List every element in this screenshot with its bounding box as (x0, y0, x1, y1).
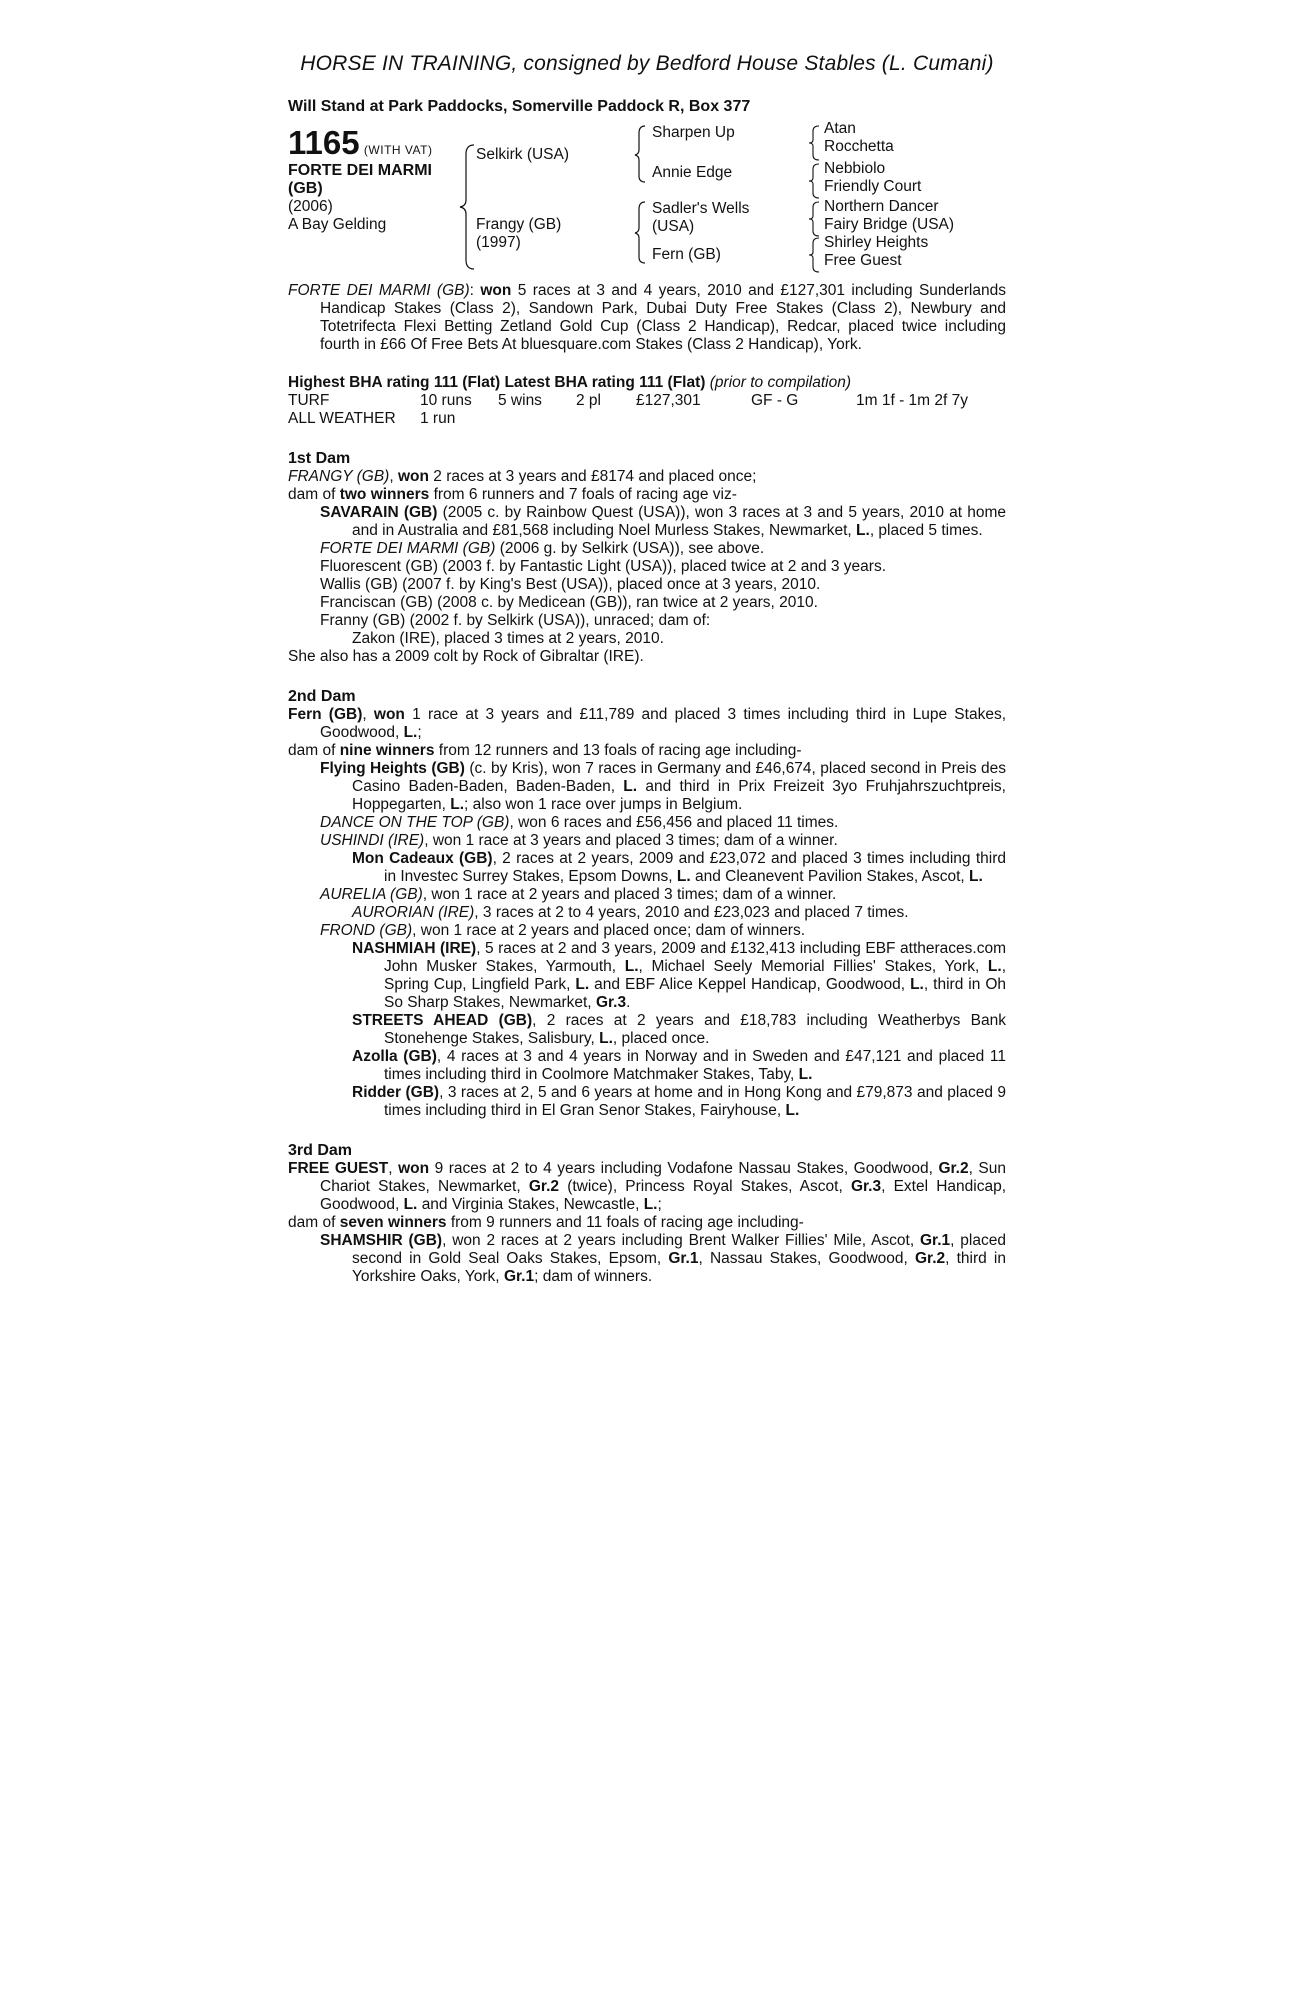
gg-8: Free Guest (824, 252, 902, 269)
aurorian-entry (288, 904, 1006, 922)
turf-earnings: £127,301 (636, 392, 701, 409)
mon-name: Mon Cadeaux (GB) (352, 850, 493, 867)
listed-mark: L. (969, 868, 983, 885)
group3-mark: Gr.3 (850, 1178, 882, 1195)
dam1-damof: dam of (288, 486, 336, 503)
listed-mark: L. (599, 1030, 613, 1047)
turf-going: GF - G (751, 392, 799, 409)
savarain-end: , placed 5 times. (869, 522, 983, 539)
mon-text: , 2 races at 2 years, 2009 and £23,072 and placed 3 times including third in Investec Surrey Stakes, Epsom Downs, (384, 850, 1006, 885)
sire-name: Selkirk (USA) (476, 146, 570, 163)
aurorian-text: , 3 races at 2 to 4 years, 2010 and £23,023 and placed 7 times. (474, 904, 909, 921)
sham-text5: ; dam of winners. (534, 1268, 653, 1285)
shamshir-name: SHAMSHIR (GB) (320, 1232, 443, 1249)
nash-text2: , Michael Seely Memorial Fillies' Stakes, York, (638, 958, 980, 975)
sire-dam: Annie Edge (652, 164, 733, 181)
sham-text: , won 2 races at 2 years including Brent Walker Fillies' Mile, Ascot, (442, 1232, 915, 1249)
nash-text: , 5 races at 2 and 3 years, 2009 and £132,413 including EBF attheraces.com John Musker Stakes, Yarmouth, (384, 940, 1006, 975)
fh-text2: and third in Prix Freizeit 3yo Fruhjahrszuchtpreis, Hoppegarten, (352, 778, 1006, 813)
aurelia-text: , won 1 race at 2 years and placed 3 times; dam of a winner. (422, 886, 837, 903)
fg-text: 9 races at 2 to 4 years including Vodafone Nassau Stakes, Goodwood, (434, 1160, 933, 1177)
str-text2: , placed once. (612, 1030, 710, 1047)
str-text: , 2 races at 2 years and £18,783 including Weatherbys Bank Stonehenge Stakes, Salisbury, (384, 1012, 1006, 1047)
dance-name: DANCE ON THE TOP (GB) (320, 814, 510, 831)
fg-text3: (twice), Princess Royal Stakes, Ascot, (567, 1178, 843, 1195)
summary-won: won (480, 282, 512, 299)
ushindi-name: USHINDI (IRE) (320, 832, 425, 849)
sham-text3: , Nassau Stakes, Goodwood, (698, 1250, 908, 1267)
azo-text: , 4 races at 3 and 4 years in Norway and in Sweden and £47,121 and placed 11 times including third in Coolmore Matchmaker Stakes, Taby, (384, 1048, 1006, 1083)
rating-note: (prior to compilation) (709, 374, 852, 391)
group2-mark: Gr.2 (914, 1250, 946, 1267)
listed-mark: L. (798, 1066, 813, 1083)
lot-number: 1165 (288, 124, 360, 161)
franny-entry: Franny (GB) (2002 f. by Selkirk (USA)), unraced; dam of: (320, 612, 711, 629)
turf-label: TURF (288, 392, 330, 409)
nashmiah-entry: NASHMIAH (IRE), 5 races at 2 and 3 years, 2009 and £132,413 including EBF attheraces.com John Musker Stakes, Yarmouth, L., Michael Seely Memorial Fillies' Stakes, York, L., Spring Cup, Lingfield Park, L. and EBF Alice Keppel Handicap, Goodwood, L., third in Oh So Sharp Stakes, Newmarket, Gr.3. (352, 940, 1006, 1011)
listed-mark: L. (856, 522, 870, 539)
ushindi-entry (288, 832, 1006, 850)
listed-mark: L. (785, 1102, 800, 1119)
sire-sire: Sharpen Up (652, 124, 735, 141)
dam2-winners: nine winners (339, 742, 435, 759)
streets-ahead-name: STREETS AHEAD (GB) (352, 1012, 533, 1029)
race-summary: FORTE DEI MARMI (GB): won 5 races at 3 and 4 years, 2010 and £127,301 including Sunderlands Handicap Stakes (Class 2), Sandown Park, Dubai Duty Free Stakes (Class 2), Newbury and Totetrifecta Flexi Betting Zetland Gold Cup (Class 2 Handicap), Redcar, placed twice including fourth in £66 Of Free Bets At bluesquare.com Stakes (Class 2 Handicap), York. (288, 282, 1006, 353)
fh-text3: ; also won 1 race over jumps in Belgium. (464, 796, 743, 813)
dam1-line1: FRANGY (GB), won 2 races at 3 years and £8174 and placed once; (288, 468, 757, 485)
rating-block (288, 374, 1006, 428)
dam3-title: 3rd Dam (288, 1142, 353, 1159)
aw-runs: 1 run (420, 410, 456, 427)
dam1-name: FRANGY (GB) (288, 468, 390, 485)
fern-won: won (373, 706, 405, 723)
g-brace-1 (808, 124, 822, 162)
streets-ahead-entry (288, 1012, 1006, 1048)
wallis-entry: Wallis (GB) (2007 f. by King's Best (USA)), placed once at 3 years, 2010. (320, 576, 821, 593)
dam2-damof-a: dam of (288, 742, 336, 759)
dam3-winners: seven winners (339, 1214, 447, 1231)
dam2-damof (288, 742, 1006, 760)
group2-mark: Gr.2 (938, 1160, 969, 1177)
listed-mark: L. (403, 724, 418, 741)
page-header: HORSE IN TRAINING, consigned by Bedford House Stables (L. Cumani) (300, 52, 994, 75)
fg-text2: , Sun Chariot Stakes, Newmarket, (320, 1160, 1007, 1195)
forte-entry (288, 540, 1006, 558)
g-brace-3 (808, 200, 822, 238)
frond-text: , won 1 race at 2 years and placed once; dam of winners. (412, 922, 806, 939)
lot-line (288, 126, 432, 160)
gg-7: Shirley Heights (824, 234, 929, 251)
dam-brace (633, 200, 649, 266)
fluorescent-entry: Fluorescent (GB) (2003 f. by Fantastic Light (USA)), placed twice at 2 and 3 years. (320, 558, 886, 575)
gg-1: Atan (824, 120, 856, 137)
turf-row (288, 392, 1006, 410)
main-brace (458, 144, 478, 270)
savarain-name: SAVARAIN (GB) (320, 504, 438, 521)
sham-text4: , third in Yorkshire Oaks, York, (352, 1250, 1006, 1285)
azolla-name: Azolla (GB) (352, 1048, 437, 1065)
turf-placed: 2 pl (576, 392, 601, 409)
shamshir-entry (288, 1232, 1006, 1286)
mon-text2: and Cleanevent Pavilion Stakes, Ascot, (695, 868, 965, 885)
fh-text: (c. by Kris), won 7 races in Germany and £46,674, placed second in Preis des Casino Baden-Baden, Baden-Baden, (352, 760, 1007, 795)
dam1-won: won (397, 468, 429, 485)
ridder-entry (288, 1084, 1006, 1120)
dam3-foals: from 9 runners and 11 foals of racing age including- (450, 1214, 804, 1231)
sire-brace (633, 124, 649, 184)
gg-3: Nebbiolo (824, 160, 886, 177)
summary-horse-name: FORTE DEI MARMI (GB) (288, 282, 470, 299)
listed-mark: L. (987, 958, 1002, 975)
dam-sire-line1: Sadler's Wells (652, 200, 750, 217)
group2-mark: Gr.2 (528, 1178, 560, 1195)
listed-mark: L. (403, 1196, 418, 1213)
stand-location: Will Stand at Park Paddocks, Somerville Paddock R, Box 377 (288, 98, 751, 115)
dam1-record: 2 races at 3 years and £8174 and placed once; (433, 468, 757, 485)
horse-year: (2006) (288, 198, 333, 215)
rid-text: , 3 races at 2, 5 and 6 years at home and in Hong Kong and £79,873 and placed 9 times including third in El Gran Senor Stakes, Fairyhouse, (384, 1084, 1007, 1119)
fg-text5: and Virginia Stakes, Newcastle, (421, 1196, 640, 1213)
turf-wins: 5 wins (498, 392, 542, 409)
franciscan-entry: Franciscan (GB) (2008 c. by Medicean (GB)), ran twice at 2 years, 2010. (320, 594, 818, 611)
horse-description: A Bay Gelding (288, 216, 387, 233)
forte-text: (2006 g. by Selkirk (USA)), see above. (499, 540, 765, 557)
mon-cadeaux-entry (288, 850, 1006, 886)
aw-row (288, 410, 1006, 428)
dam2-foals: from 12 runners and 13 foals of racing age including- (438, 742, 802, 759)
g-brace-4 (808, 236, 822, 274)
dam1-title: 1st Dam (288, 450, 351, 467)
rating-title: Highest BHA rating 111 (Flat) Latest BHA rating 111 (Flat) (288, 374, 706, 391)
dam1-winners: two winners (339, 486, 430, 503)
ridder-name: Ridder (GB) (352, 1084, 440, 1101)
dam1-line2 (288, 486, 1006, 504)
catalogue-page (288, 52, 1006, 1286)
ushindi-text: , won 1 race at 3 years and placed 3 times; dam of a winner. (424, 832, 838, 849)
vat-note: (WITH VAT) (363, 143, 433, 157)
savarain-text: (2005 c. by Rainbow Quest (USA)), won 3 races at 3 and 5 years, 2010 at home and in Australia and £81,568 including Noel Murless Stakes, Newmarket, (352, 504, 1006, 539)
aurorian-name: AURORIAN (IRE) (352, 904, 475, 921)
fern-name: Fern (GB) (288, 706, 363, 723)
listed-mark: L. (624, 958, 639, 975)
free-guest-entry: FREE GUEST, won 9 races at 2 to 4 years including Vodafone Nassau Stakes, Goodwood, Gr.2, Sun Chariot Stakes, Newmarket, Gr.2 (twice), Princess Royal Stakes, Ascot, Gr.3, Extel Handicap, Goodwood, L. and Virginia Stakes, Newcastle, L.; (288, 1160, 1007, 1213)
listed-mark: L. (676, 868, 691, 885)
fg-text4: , Extel Handicap, Goodwood, (320, 1178, 1006, 1213)
dam-sire-line2: (USA) (652, 218, 695, 235)
gg-6: Fairy Bridge (USA) (824, 216, 955, 233)
turf-runs: 10 runs (420, 392, 472, 409)
fern-text: 1 race at 3 years and £11,789 and placed 3 times including third in Lupe Stakes, Goodwood, (320, 706, 1006, 741)
gg-4: Friendly Court (824, 178, 922, 195)
gg-5: Northern Dancer (824, 198, 939, 215)
horse-name: FORTE DEI MARMI (GB) (288, 162, 432, 197)
dam1-foals: from 6 runners and 7 foals of racing age viz- (433, 486, 737, 503)
aurelia-name: AURELIA (GB) (320, 886, 423, 903)
listed-mark: L. (643, 1196, 658, 1213)
gg-2: Rocchetta (824, 138, 894, 155)
nash-text5: , third in Oh So Sharp Stakes, Newmarket, (384, 976, 1006, 1011)
listed-mark: L. (575, 976, 590, 993)
nash-text3: , Spring Cup, Lingfield Park, (384, 958, 1006, 993)
dam-dam: Fern (GB) (652, 246, 721, 263)
group1-mark: Gr.1 (503, 1268, 535, 1285)
fern-entry: Fern (GB), won 1 race at 3 years and £11,789 and placed 3 times including third in Lupe Stakes, Goodwood, L.; (288, 706, 1006, 741)
dam-year: (1997) (476, 234, 521, 251)
flying-heights-entry (288, 760, 1006, 814)
azolla-entry (288, 1048, 1006, 1084)
listed-mark: L. (623, 778, 638, 795)
forte-name: FORTE DEI MARMI (GB) (320, 540, 496, 557)
nash-text4: and EBF Alice Keppel Handicap, Goodwood, (594, 976, 906, 993)
frond-name: FROND (GB) (320, 922, 413, 939)
frond-entry (288, 922, 1006, 940)
aw-label: ALL WEATHER (288, 410, 396, 427)
aurelia-entry (288, 886, 1006, 904)
dam3-damof (288, 1214, 1006, 1232)
dance-text: , won 6 races and £56,456 and placed 11 times. (509, 814, 839, 831)
free-guest-won: won (398, 1160, 430, 1177)
dam2-title: 2nd Dam (288, 688, 356, 705)
listed-mark: L. (910, 976, 924, 993)
flying-heights-name: Flying Heights (GB) (320, 760, 465, 777)
nashmiah-name: NASHMIAH (IRE) (352, 940, 477, 957)
free-guest-name: FREE GUEST (288, 1160, 389, 1177)
dance-entry (288, 814, 1006, 832)
g-brace-2 (808, 162, 822, 200)
group1-mark: Gr.1 (920, 1232, 951, 1249)
sham-text2: , placed second in Gold Seal Oaks Stakes, Epsom, (352, 1232, 1006, 1267)
listed-mark: L. (450, 796, 465, 813)
dam-name: Frangy (GB) (476, 216, 562, 233)
dam3-damof-a: dam of (288, 1214, 336, 1231)
group1-mark: Gr.1 (668, 1250, 699, 1267)
dam1-colt-note: She also has a 2009 colt by Rock of Gibraltar (IRE). (288, 648, 644, 665)
turf-distance: 1m 1f - 1m 2f 7y (856, 392, 968, 409)
summary-text: 5 races at 3 and 4 years, 2010 and £127,301 including Sunderlands Handicap Stakes (Class 2), Sandown Park, Dubai Duty Free Stakes (Class 2), Newbury and Totetrifecta Flexi Betting Zetland Gold Cup (Class 2 Handicap), Redcar, placed twice including fourth in £66 Of Free Bets At bluesquare.com Stakes (Class 2 Handicap), York. (320, 282, 1006, 353)
group3-mark: Gr.3 (595, 994, 627, 1011)
pedigree-table (288, 120, 1006, 270)
zakon-entry: Zakon (IRE), placed 3 times at 2 years, 2010. (352, 630, 664, 647)
savarain-entry (288, 504, 1006, 540)
